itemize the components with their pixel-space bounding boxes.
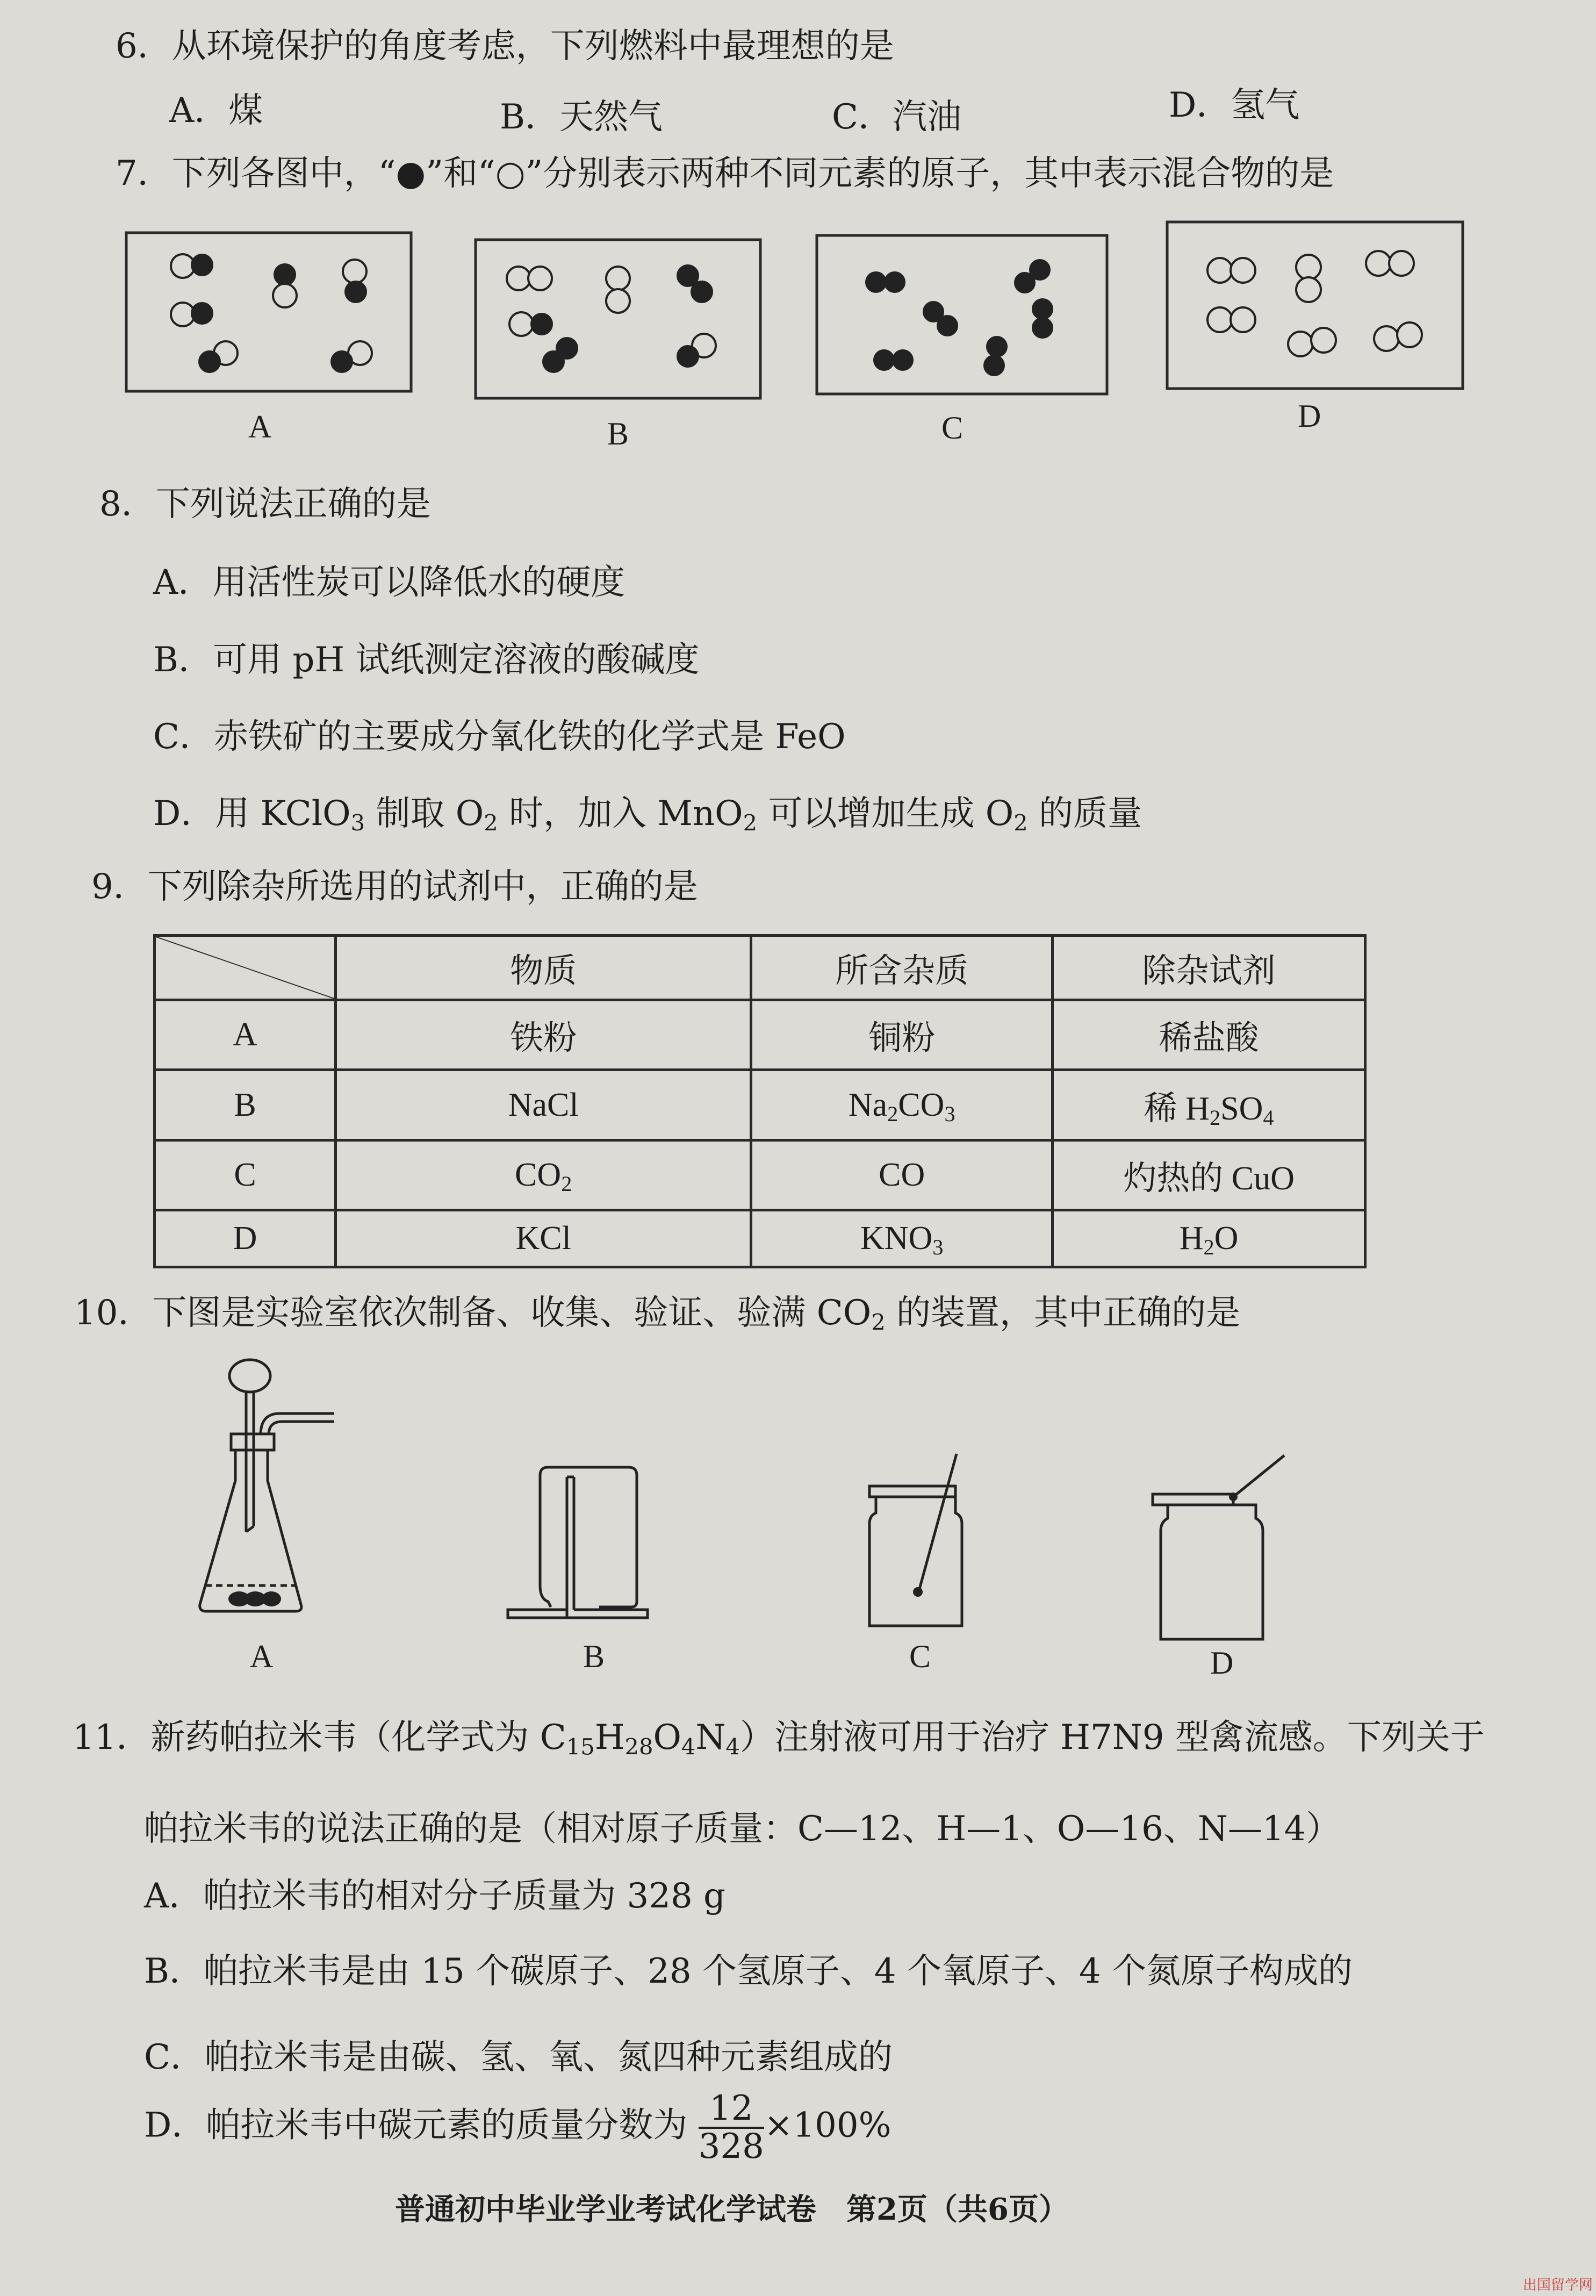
q8-option-c: C．赤铁矿的主要成分氧化铁的化学式是 FeO	[153, 717, 846, 757]
cell-substance: NaCl	[336, 1070, 751, 1140]
table-header-row	[155, 936, 1365, 1000]
q7-label-d: D	[1298, 398, 1321, 434]
q10-stem: 10．下图是实验室依次制备、收集、验证、验满 $CO_2$ 的装置，其中正确的是	[74, 1293, 1241, 1336]
row-label: C	[155, 1140, 336, 1210]
cell-impurity: $KNO_3$	[751, 1210, 1053, 1267]
q10-label-c: C	[909, 1639, 931, 1674]
q10-label-b: B	[583, 1639, 605, 1674]
cell-substance: KCl	[336, 1210, 751, 1267]
apparatus-d-check	[1147, 1451, 1309, 1645]
cell-substance: 铁粉	[336, 1000, 751, 1070]
cell-substance: $CO_2$	[336, 1140, 751, 1210]
q7-stem: 7．下列各图中，“●”和“○”分别表示两种不同元素的原子，其中表示混合物的是	[116, 154, 1334, 193]
q8-stem: 8．下列说法正确的是	[99, 484, 431, 524]
cell-reagent: 稀 $H_2SO_4$	[1053, 1070, 1365, 1140]
q7-label-c: C	[941, 410, 964, 446]
header-reagent: 除杂试剂	[1053, 936, 1365, 1000]
watermark: 出国留学网	[1522, 2277, 1593, 2293]
apparatus-b-collector	[505, 1462, 656, 1634]
q11-stem-line2: 帕拉米韦的说法正确的是（相对原子质量：C—12、H—1、O—16、N—14）	[144, 1809, 1341, 1849]
cell-reagent: 灼热的 CuO	[1053, 1140, 1365, 1210]
q10-label-a: A	[250, 1639, 274, 1674]
row-label: A	[155, 1000, 336, 1070]
fraction: $\frac{12}{328}$	[698, 2089, 764, 2167]
diagonal-header-cell	[155, 936, 336, 1000]
table-row	[155, 1210, 1365, 1267]
table-row	[155, 1070, 1365, 1140]
page-footer: 普通初中毕业学业考试化学试卷 第2页（共6页）	[395, 2192, 1069, 2227]
q11-option-b: B．帕拉米韦是由 15 个碳原子、28 个氢原子、4 个氧原子、4 个氮原子构成的	[144, 1951, 1353, 1991]
q6-option-c: C．汽油	[832, 97, 961, 137]
q9-stem: 9．下列除杂所选用的试剂中，正确的是	[91, 867, 698, 907]
q11-option-c: C．帕拉米韦是由碳、氢、氧、氮四种元素组成的	[144, 2037, 893, 2077]
table-row	[155, 1000, 1365, 1070]
q8-option-b: B．可用 pH 试纸测定溶液的酸碱度	[153, 640, 700, 680]
apparatus-c-test	[860, 1451, 978, 1645]
q11-stem-line1: 11．新药帕拉米韦（化学式为 $C_{15}H_{28}O_4N_4$）注射液可用于治疗 H7N9 型禽流感。下列关于	[73, 1718, 1485, 1760]
q7-diagram-a	[124, 228, 419, 400]
q7-diagram-b	[473, 235, 768, 407]
q11-option-d: D．帕拉米韦中碳元素的质量分数为 $\frac{12}{328}$ ×100%	[144, 2089, 892, 2167]
row-label: B	[155, 1070, 336, 1140]
cell-impurity: 铜粉	[751, 1000, 1053, 1070]
q6-option-b: B．天然气	[500, 97, 663, 137]
q8-option-a: A．用活性炭可以降低水的硬度	[153, 563, 626, 602]
q6-stem: 6．从环境保护的角度考虑，下列燃料中最理想的是	[116, 26, 894, 66]
cell-impurity: $Na_2CO_3$	[751, 1070, 1053, 1140]
table-row	[155, 1140, 1365, 1210]
cell-reagent: $H_2O$	[1053, 1210, 1365, 1267]
cell-impurity: CO	[751, 1140, 1053, 1210]
header-substance: 物质	[336, 936, 751, 1000]
q7-diagram-d	[1163, 218, 1467, 395]
q7-diagram-c	[814, 231, 1112, 403]
q6-option-a: A．煤	[169, 91, 263, 131]
q9-table	[153, 934, 1367, 1268]
header-impurity: 所含杂质	[751, 936, 1053, 1000]
q7-label-a: A	[248, 409, 272, 444]
q11-option-a: A．帕拉米韦的相对分子质量为 328 g	[144, 1876, 726, 1916]
q6-option-d: D．氢气	[1169, 85, 1300, 125]
cell-reagent: 稀盐酸	[1053, 1000, 1365, 1070]
q7-label-b: B	[607, 416, 629, 451]
apparatus-a-generator	[193, 1354, 355, 1634]
q8-option-d: D．用 KClO$_3$ 制取 $O_2$ 时，加入 MnO$_2$ 可以增加生成 $O_2$ 的质量	[153, 794, 1142, 836]
row-label: D	[155, 1210, 336, 1267]
q10-label-d: D	[1210, 1645, 1234, 1681]
